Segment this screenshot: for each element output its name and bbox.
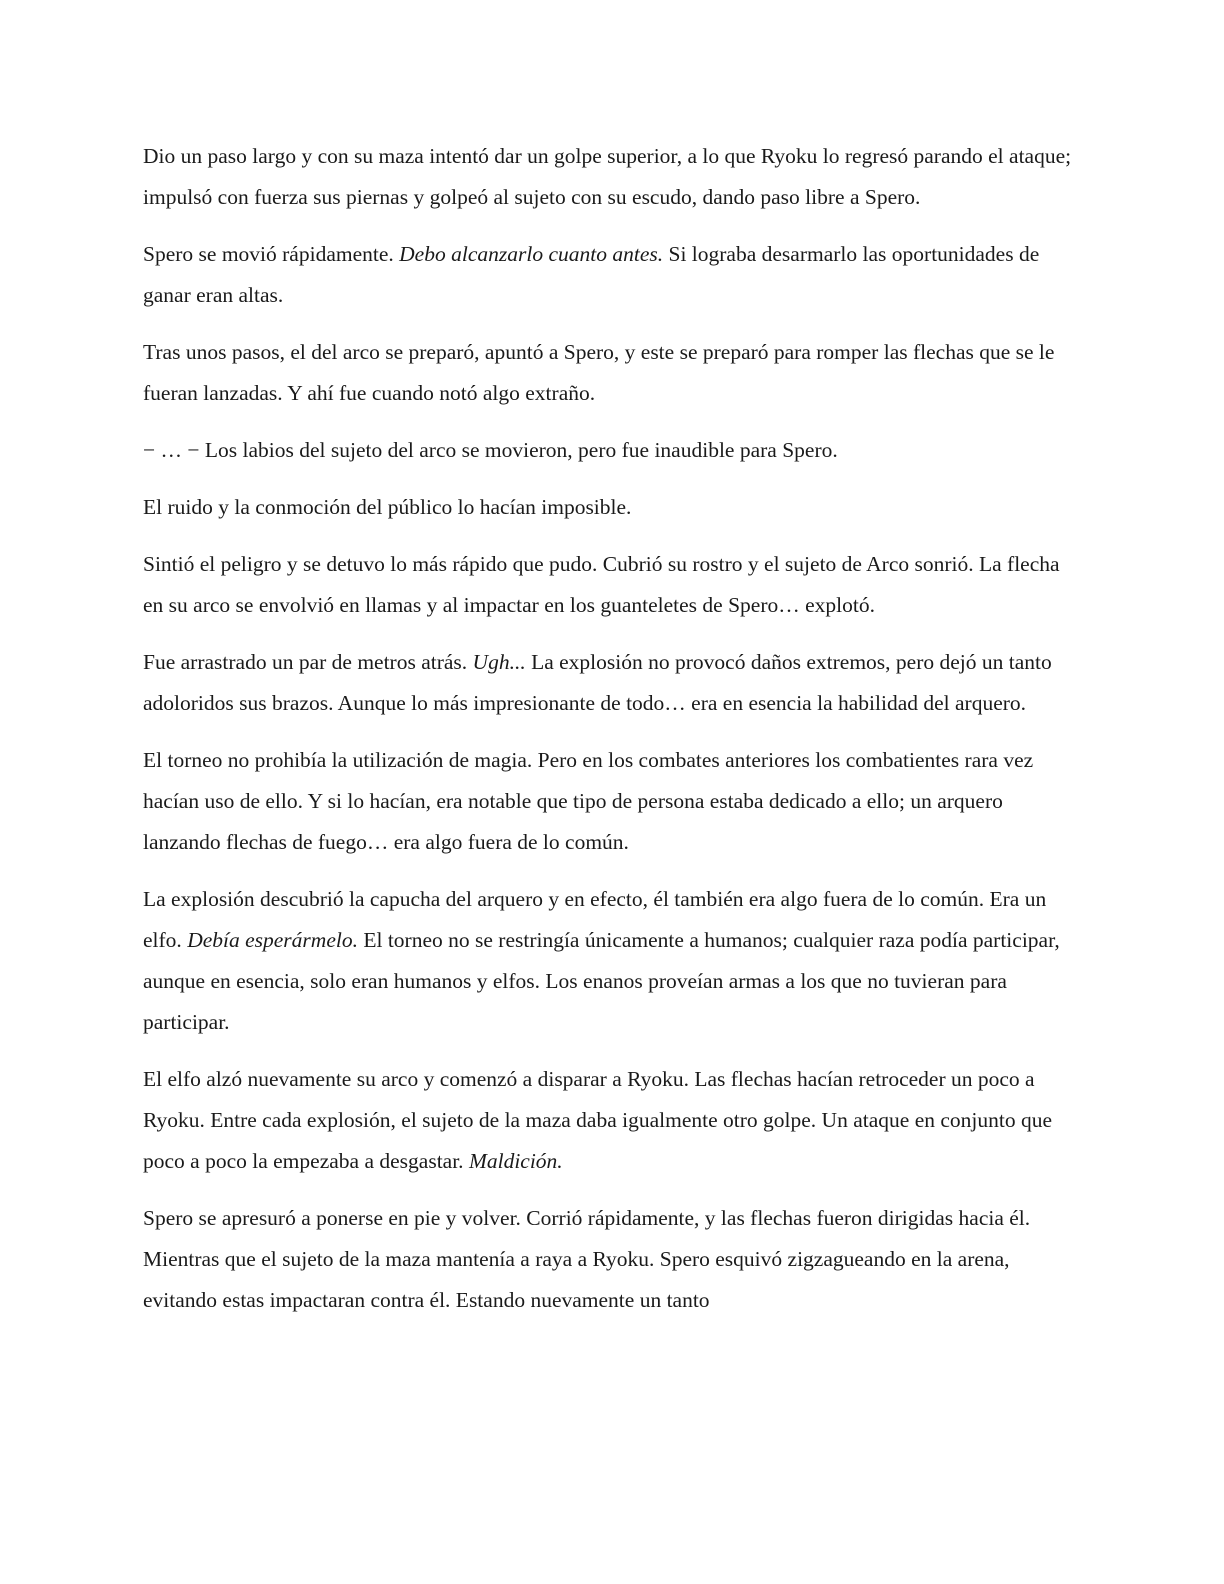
paragraph: [143, 544, 1083, 626]
text-run: Spero se movió rápidamente.: [143, 242, 400, 266]
paragraph: [143, 740, 1083, 863]
italic-thought: Debía esperármelo.: [187, 928, 358, 952]
paragraph: [143, 642, 1083, 724]
paragraph: [143, 1059, 1083, 1182]
paragraph: [143, 332, 1083, 414]
text-run: Tras unos pasos, el del arco se preparó, apuntó a Spero, y este se preparó para romper las flechas que se le fueran lanzadas. Y ahí fue cuando notó algo extraño.: [143, 340, 1055, 405]
paragraph: [143, 487, 1083, 528]
text-run: Spero se apresuró a ponerse en pie y volver. Corrió rápidamente, y las flechas fueron dirigidas hacia él. Mientras que el sujeto de la maza mantenía a raya a Ryoku. Spero esquivó zigzagueando en la arena, evitando estas impactaran contra él. Estando nuevamente un tanto: [143, 1206, 1031, 1312]
text-run: La explosión descubrió la capucha del arquero y en efecto, él también era algo fuera de lo común. Era un elfo.: [143, 887, 1047, 952]
italic-thought: Debo alcanzarlo cuanto antes.: [399, 242, 664, 266]
text-run: Dio un paso largo y con su maza intentó dar un golpe superior, a lo que Ryoku lo regresó parando el ataque; impulsó con fuerza sus piernas y golpeó al sujeto con su escudo, dando paso libre a Spero.: [143, 144, 1072, 209]
italic-thought: Maldición.: [468, 1149, 563, 1173]
text-run: El torneo no prohibía la utilización de magia. Pero en los combates anteriores los combatientes rara vez hacían uso de ello. Y si lo hacían, era notable que tipo de persona estaba dedicado a ello; un arquero lanzando flechas de fuego… era algo fuera de lo común.: [143, 748, 1034, 854]
document-page: [143, 136, 1083, 1337]
text-run: Fue arrastrado un par de metros atrás.: [143, 650, 473, 674]
paragraph: [143, 234, 1083, 316]
text-run: Si lograba desarmarlo las oportunidades de ganar eran altas.: [143, 242, 1040, 307]
text-run: El elfo alzó nuevamente su arco y comenzó a disparar a Ryoku. Las flechas hacían retroceder un poco a Ryoku. Entre cada explosión, el sujeto de la maza daba igualmente otro golpe. Un ataque en conjunto que poco a poco la empezaba a desgastar.: [143, 1067, 1053, 1173]
paragraph: [143, 1198, 1083, 1321]
paragraph: [143, 136, 1083, 218]
paragraph: [143, 430, 1083, 471]
paragraph: [143, 879, 1083, 1043]
text-run: El ruido y la conmoción del público lo hacían imposible.: [143, 495, 632, 519]
text-run: − … − Los labios del sujeto del arco se movieron, pero fue inaudible para Spero.: [143, 438, 838, 462]
text-run: La explosión no provocó daños extremos, pero dejó un tanto adoloridos sus brazos. Aunque lo más impresionante de todo… era en esencia la habilidad del arquero.: [143, 650, 1052, 715]
italic-thought: Ugh...: [472, 650, 526, 674]
text-run: El torneo no se restringía únicamente a humanos; cualquier raza podía participar, aunque en esencia, solo eran humanos y elfos. Los enanos proveían armas a los que no tuvieran para participar.: [143, 928, 1060, 1034]
text-run: Sintió el peligro y se detuvo lo más rápido que pudo. Cubrió su rostro y el sujeto de Arco sonrió. La flecha en su arco se envolvió en llamas y al impactar en los guanteletes de Spero… explotó.: [143, 552, 1060, 617]
